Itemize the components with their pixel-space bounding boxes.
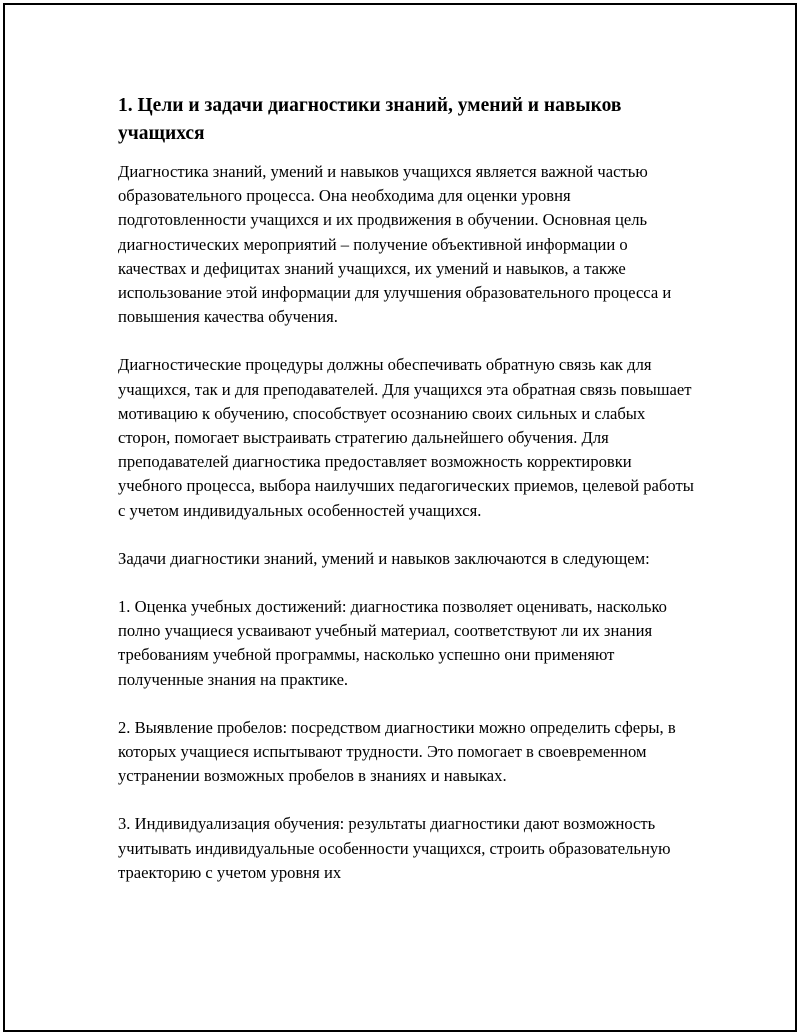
- document-body: [118, 92, 698, 909]
- section-heading: 1. Цели и задачи диагностики знаний, умений и навыков учащихся: [118, 95, 622, 144]
- list-item-1: 1. Оценка учебных достижений: диагностика позволяет оценивать, насколько полно учащиеся усваивают учебный материал, соответствуют ли их знания требованиям учебной программы, насколько успешно они применяют полученные знания на практике.: [118, 597, 667, 689]
- list-item-3: 3. Индивидуализация обучения: результаты диагностики дают возможность учитывать индивидуальные особенности учащихся, строить образовательную траекторию с учетом уровня их: [118, 814, 671, 882]
- paragraph-tasks-lead: Задачи диагностики знаний, умений и навыков заключаются в следующем:: [118, 548, 650, 568]
- paragraph-feedback: Диагностические процедуры должны обеспечивать обратную связь как для учащихся, так и для преподавателей. Для учащихся эта обратная связь повышает мотивацию к обучению, способствует осознанию своих сильных и слабых сторон, помогает выстраивать стратегию дальнейшего обучения. Для преподавателей диагностика предоставляет возможность корректировки учебного процесса, выбора наилучших педагогических приемов, целевой работы с учетом индивидуальных особенностей учащихся.: [118, 355, 694, 520]
- paragraph-intro: Диагностика знаний, умений и навыков учащихся является важной частью образовательного процесса. Она необходима для оценки уровня подготовленности учащихся и их продвижения в обучении. Основная цель диагностических мероприятий – получение объективной информации о качествах и дефицитах знаний учащихся, их умений и навыков, а также использование этой информации для улучшения образовательного процесса и повышения качества обучения.: [118, 162, 672, 327]
- list-item-2: 2. Выявление пробелов: посредством диагностики можно определить сферы, в которых учащиеся испытывают трудности. Это помогает в своевременном устранении возможных пробелов в знаниях и навыках.: [118, 717, 676, 786]
